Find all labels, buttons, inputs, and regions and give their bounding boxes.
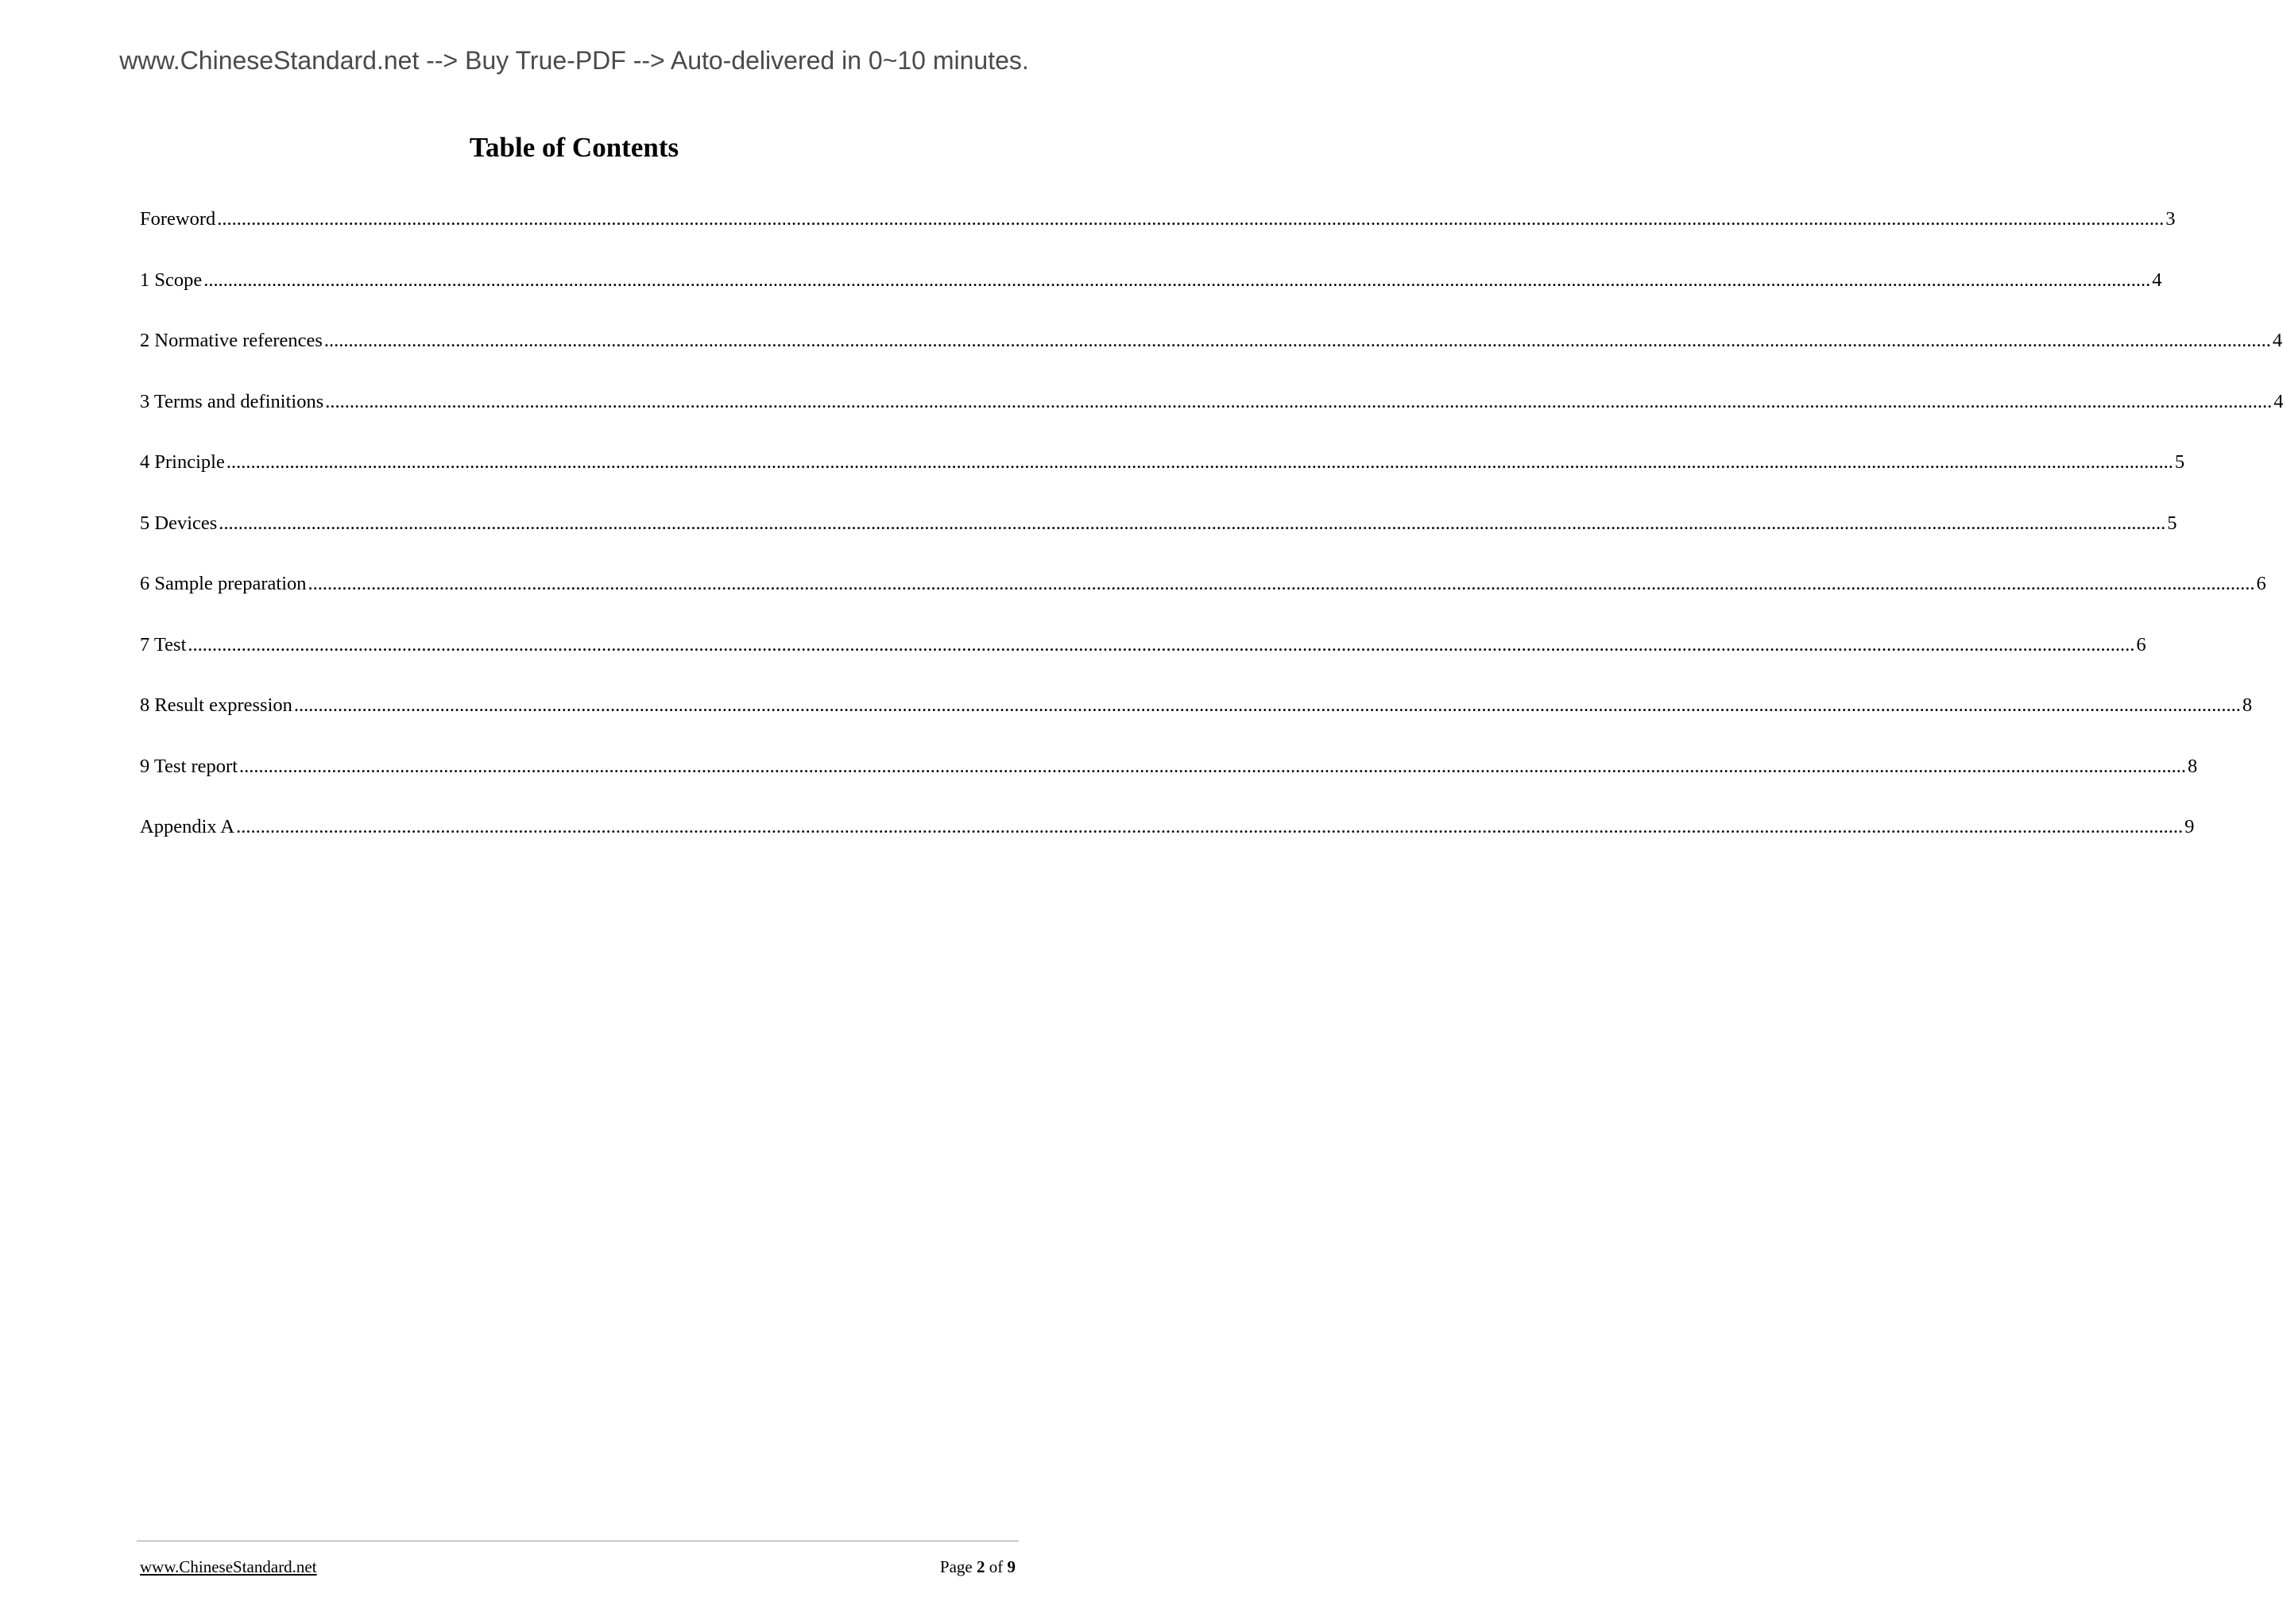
toc-entry-label: 6 Sample preparation <box>140 573 307 594</box>
header-banner: www.ChineseStandard.net --> Buy True-PDF --> Auto-delivered in 0~10 minutes. <box>119 46 1029 75</box>
toc-entry-label: 2 Normative references <box>140 330 323 351</box>
toc-entry-label: 4 Principle <box>140 451 225 473</box>
toc-entry-label: 9 Test report <box>140 755 238 777</box>
toc-entry-page: 6 <box>2136 633 2146 655</box>
page-total: 9 <box>1007 1557 1016 1576</box>
toc-entry-page: 4 <box>2152 269 2162 291</box>
toc-entry-sample-preparation[interactable] <box>140 573 2266 634</box>
page-of: of <box>989 1557 1004 1576</box>
toc-list <box>140 208 2283 877</box>
toc-entry-label: 8 Result expression <box>140 694 292 716</box>
toc-entry-page: 8 <box>2188 755 2198 777</box>
toc-dot-leader: ................................................................................................................................................................................................................................................................................................................................................................................................................ <box>323 330 2271 351</box>
toc-entry-result-expression[interactable] <box>140 694 2253 756</box>
toc-entry-test-report[interactable] <box>140 755 2198 817</box>
toc-dot-leader: ................................................................................................................................................................................................................................................................................................................................................................................................................ <box>219 512 2166 534</box>
toc-dot-leader: ................................................................................................................................................................................................................................................................................................................................................................................................................ <box>217 208 2165 230</box>
toc-entry-page: 4 <box>2273 390 2283 412</box>
toc-dot-leader: ................................................................................................................................................................................................................................................................................................................................................................................................................ <box>236 816 2184 837</box>
page-current: 2 <box>977 1557 985 1576</box>
footer-page-number <box>940 1557 1016 1577</box>
toc-entry-label: Appendix A <box>140 816 235 837</box>
toc-dot-leader: ................................................................................................................................................................................................................................................................................................................................................................................................................ <box>239 755 2187 777</box>
page-prefix: Page <box>939 1557 973 1576</box>
toc-entry-devices[interactable] <box>140 512 2177 574</box>
toc-dot-leader: ................................................................................................................................................................................................................................................................................................................................................................................................................ <box>308 573 2255 594</box>
toc-title: Table of Contents <box>469 132 679 163</box>
toc-entry-label: 3 Terms and definitions <box>140 390 324 412</box>
toc-entry-normative-references[interactable] <box>140 330 2283 391</box>
toc-entry-scope[interactable] <box>140 269 2162 331</box>
toc-dot-leader: ................................................................................................................................................................................................................................................................................................................................................................................................................ <box>293 694 2241 716</box>
toc-dot-leader: ................................................................................................................................................................................................................................................................................................................................................................................................................ <box>325 390 2273 412</box>
toc-entry-label: 7 Test <box>140 633 187 655</box>
toc-dot-leader: ................................................................................................................................................................................................................................................................................................................................................................................................................ <box>226 451 2173 473</box>
toc-entry-label: 1 Scope <box>140 269 203 291</box>
toc-entry-label: 5 Devices <box>140 512 218 534</box>
toc-entry-page: 9 <box>2184 816 2195 837</box>
toc-dot-leader: ................................................................................................................................................................................................................................................................................................................................................................................................................ <box>188 633 2135 655</box>
toc-entry-page: 8 <box>2242 694 2253 716</box>
toc-entry-foreword[interactable] <box>140 208 2176 269</box>
toc-entry-page: 3 <box>2165 208 2176 230</box>
toc-entry-label: Foreword <box>140 208 216 230</box>
toc-entry-page: 5 <box>2167 512 2177 534</box>
toc-entry-page: 6 <box>2256 573 2266 594</box>
footer-site-link[interactable]: www.ChineseStandard.net <box>140 1557 317 1576</box>
toc-entry-page: 5 <box>2174 451 2185 473</box>
toc-entry-test[interactable] <box>140 633 2146 695</box>
toc-entry-terms-definitions[interactable] <box>140 390 2283 452</box>
toc-entry-page: 4 <box>2272 330 2283 351</box>
toc-dot-leader: ................................................................................................................................................................................................................................................................................................................................................................................................................ <box>203 269 2151 291</box>
toc-entry-appendix-a[interactable] <box>140 816 2195 877</box>
toc-entry-principle[interactable] <box>140 451 2185 512</box>
